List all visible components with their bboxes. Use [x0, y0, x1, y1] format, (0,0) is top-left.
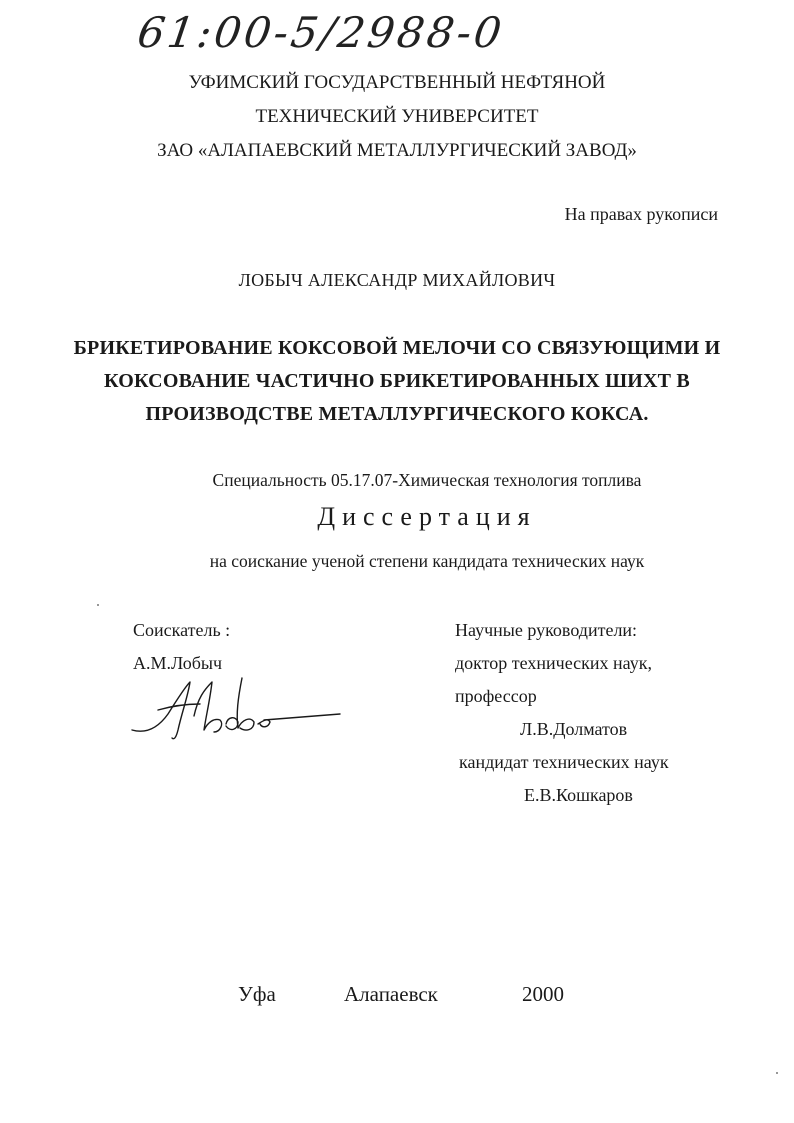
supervisor-2-title: кандидат технических наук: [459, 752, 669, 772]
archive-stamp: 61:00-5/2988-0: [134, 8, 508, 57]
manuscript-note: На правах рукописи: [564, 204, 718, 224]
specialty: Специальность 05.17.07-Химическая технология топлива: [212, 470, 642, 490]
supervisor-1-name: Л.В.Долматов: [520, 719, 628, 739]
title-line-2: КОКСОВАНИЕ ЧАСТИЧНО БРИКЕТИРОВАННЫХ ШИХТ В: [104, 370, 690, 392]
scan-speck: [776, 1072, 778, 1074]
supervisor-1-rank: профессор: [455, 686, 537, 706]
degree-line: на соискание ученой степени кандидата технических наук: [209, 551, 645, 571]
supervisor-1-title: доктор технических наук,: [455, 653, 652, 673]
university-line-2: ТЕХНИЧЕСКИЙ УНИВЕРСИТЕТ: [255, 106, 539, 127]
applicant-label: Соискатель :: [133, 620, 231, 640]
university-line-1: УФИМСКИЙ ГОСУДАРСТВЕННЫЙ НЕФТЯНОЙ: [188, 72, 606, 93]
footer-year: 2000: [522, 982, 564, 1006]
supervisor-2-name: Е.В.Кошкаров: [524, 785, 633, 805]
applicant-signature: [128, 668, 348, 748]
title-line-3: ПРОИЗВОДСТВЕ МЕТАЛЛУРГИЧЕСКОГО КОКСА.: [145, 403, 649, 425]
footer-city-alapaevsk: Алапаевск: [344, 982, 438, 1006]
supervisors-label: Научные руководители:: [455, 620, 638, 640]
title-line-1: БРИКЕТИРОВАНИЕ КОКСОВОЙ МЕЛОЧИ СО СВЯЗУЮЩИМИ И: [73, 337, 721, 359]
footer-city-ufa: Уфа: [238, 982, 276, 1006]
applicant-name: А.М.Лобыч: [133, 653, 223, 673]
document-type: Диссертация: [317, 502, 537, 531]
company-name: ЗАО «АЛАПАЕВСКИЙ МЕТАЛЛУРГИЧЕСКИЙ ЗАВОД»: [157, 140, 637, 161]
scan-speck: [97, 604, 99, 606]
author-name: ЛОБЫЧ АЛЕКСАНДР МИХАЙЛОВИЧ: [238, 270, 556, 290]
